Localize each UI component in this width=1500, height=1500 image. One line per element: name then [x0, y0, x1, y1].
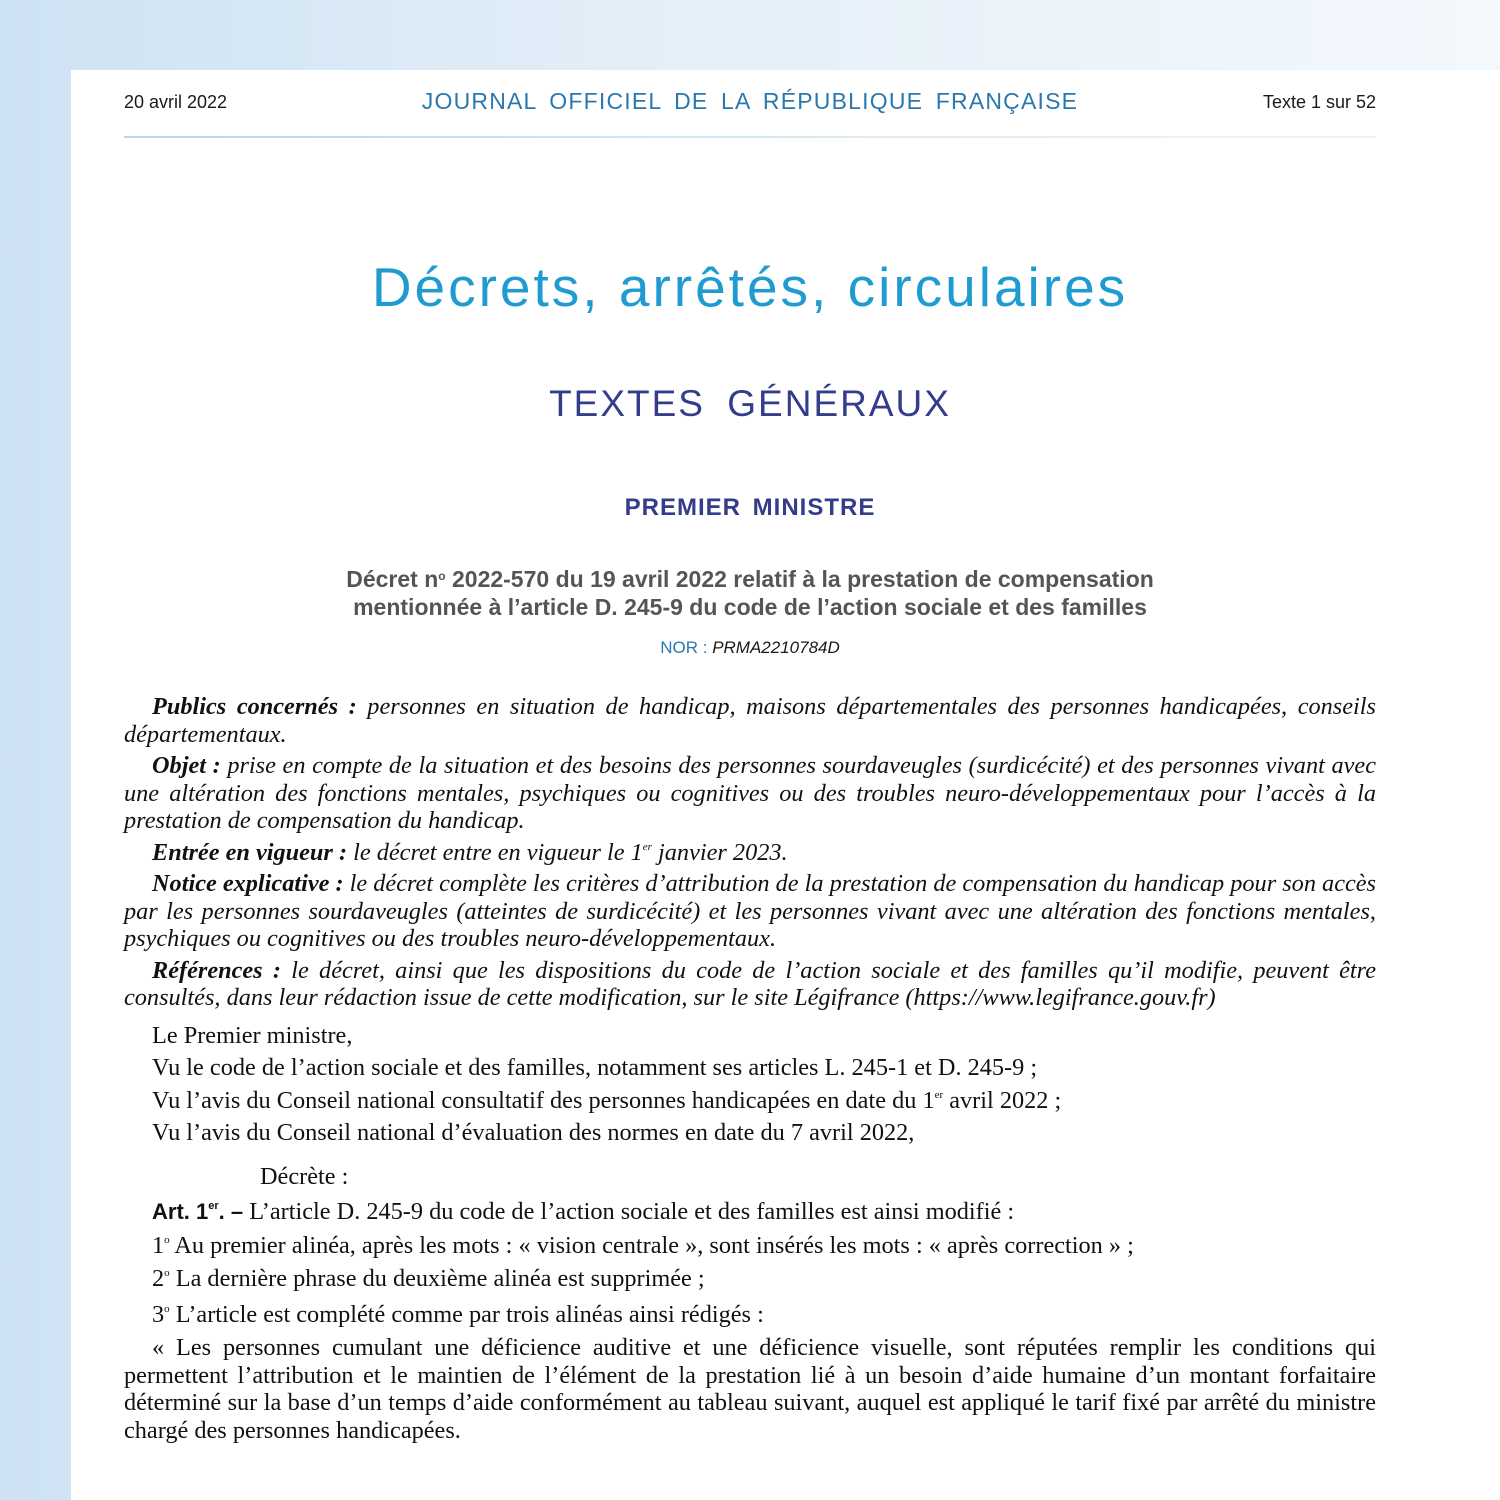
- summary-entree-en-vigueur: Entrée en vigueur : le décret entre en vigueur le 1er janvier 2023.: [152, 838, 788, 866]
- decrete-label: Décrète :: [260, 1162, 349, 1190]
- summary-block: [124, 693, 1376, 1012]
- visa-3: Vu l’avis du Conseil national d’évaluation des normes en date du 7 avril 2022,: [152, 1119, 915, 1146]
- publication-date: 20 avril 2022: [124, 92, 228, 112]
- visas-block: [124, 1022, 1376, 1147]
- visa-2: Vu l’avis du Conseil national consultatif des personnes handicapées en date du 1er avril 2022 ;: [152, 1086, 1062, 1114]
- nor-value: PRMA2210784D: [712, 638, 840, 657]
- decree-body: [124, 693, 1376, 1450]
- summary-publics: Publics concernés : personnes en situation de handicap, maisons départementales des personnes handicapées, conseils départementaux.: [124, 693, 1376, 748]
- journal-title: JOURNAL OFFICIEL DE LA RÉPUBLIQUE FRANÇAISE: [421, 88, 1079, 114]
- summary-objet: Objet : prise en compte de la situation et des besoins des personnes sourdaveugles (surdicécité) et des personnes vivant avec une altération des fonctions mentales, psychiques ou cognitives ou des troubles neuro-développementaux pour l’accès à la prestation de compensation du handicap.: [124, 752, 1376, 834]
- visa-intro: Le Premier ministre,: [152, 1021, 353, 1049]
- decree-title: [0, 565, 1500, 621]
- summary-references: Références : le décret, ainsi que les dispositions du code de l’action sociale et des familles qu’il modifie, peuvent être consultés, dans leur rédaction issue de cette modification, sur le site Légifrance (https://www.legifrance.gouv.fr): [124, 956, 1377, 1011]
- ministry-heading: PREMIER MINISTRE: [624, 494, 876, 521]
- article-1-item-3: 3$^o$ L’article est complété comme par trois alinéas ainsi rédigés :: [152, 1300, 764, 1328]
- section-subtitle: TEXTES GÉNÉRAUX: [549, 383, 951, 424]
- article-1-item-1: 1$^o$ Au premier alinéa, après les mots : « vision centrale », sont insérés les mots : « après correction » ;: [152, 1231, 1134, 1259]
- nor-reference: [0, 638, 1500, 658]
- page-header: [124, 88, 1376, 118]
- article-1: [124, 1198, 1376, 1444]
- header-divider: [124, 136, 1376, 138]
- text-position: Texte 1 sur 52: [1262, 92, 1376, 112]
- nor-label: NOR :: [660, 638, 713, 657]
- article-1-intro: Art. 1er. – L’article D. 245-9 du code de l’action sociale et des familles est ainsi modifié :: [152, 1198, 1015, 1225]
- visa-1: Vu le code de l’action sociale et des familles, notamment ses articles L. 245-1 et D. 245-9 ;: [152, 1054, 1038, 1081]
- summary-notice: Notice explicative : le décret complète les critères d’attribution de la prestation de compensation du handicap pour son accès par les personnes sourdaveugles (atteintes de surdicécité) et les personnes vivant avec une altération des fonctions mentales, psychiques ou cognitives ou des troubles neuro-développementaux.: [124, 870, 1377, 952]
- section-title: Décrets, arrêtés, circulaires: [371, 256, 1129, 318]
- decree-title-line-2: mentionnée à l’article D. 245-9 du code de l’action sociale et des familles: [353, 594, 1147, 620]
- article-1-label: Art. 1er. –: [152, 1199, 244, 1224]
- article-1-item-2: 2$^o$ La dernière phrase du deuxième alinéa est supprimée ;: [152, 1265, 705, 1292]
- article-1-quote: « Les personnes cumulant une déficience auditive et une déficience visuelle, sont réputées remplir les conditions qui permettent l’attribution et le maintien de l’élément de la prestation lié à un besoin d’aide humaine d’un montant forfaitaire déterminé sur la base d’un temps d’aide conformément au tableau suivant, auquel est appliqué le tarif fixé par arrêté du ministre chargé des personnes handicapées.: [124, 1334, 1376, 1444]
- decree-title-line-1: Décret $n^o$ 2022-570 du 19 avril 2022 relatif à la prestation de compensation: [346, 566, 1154, 592]
